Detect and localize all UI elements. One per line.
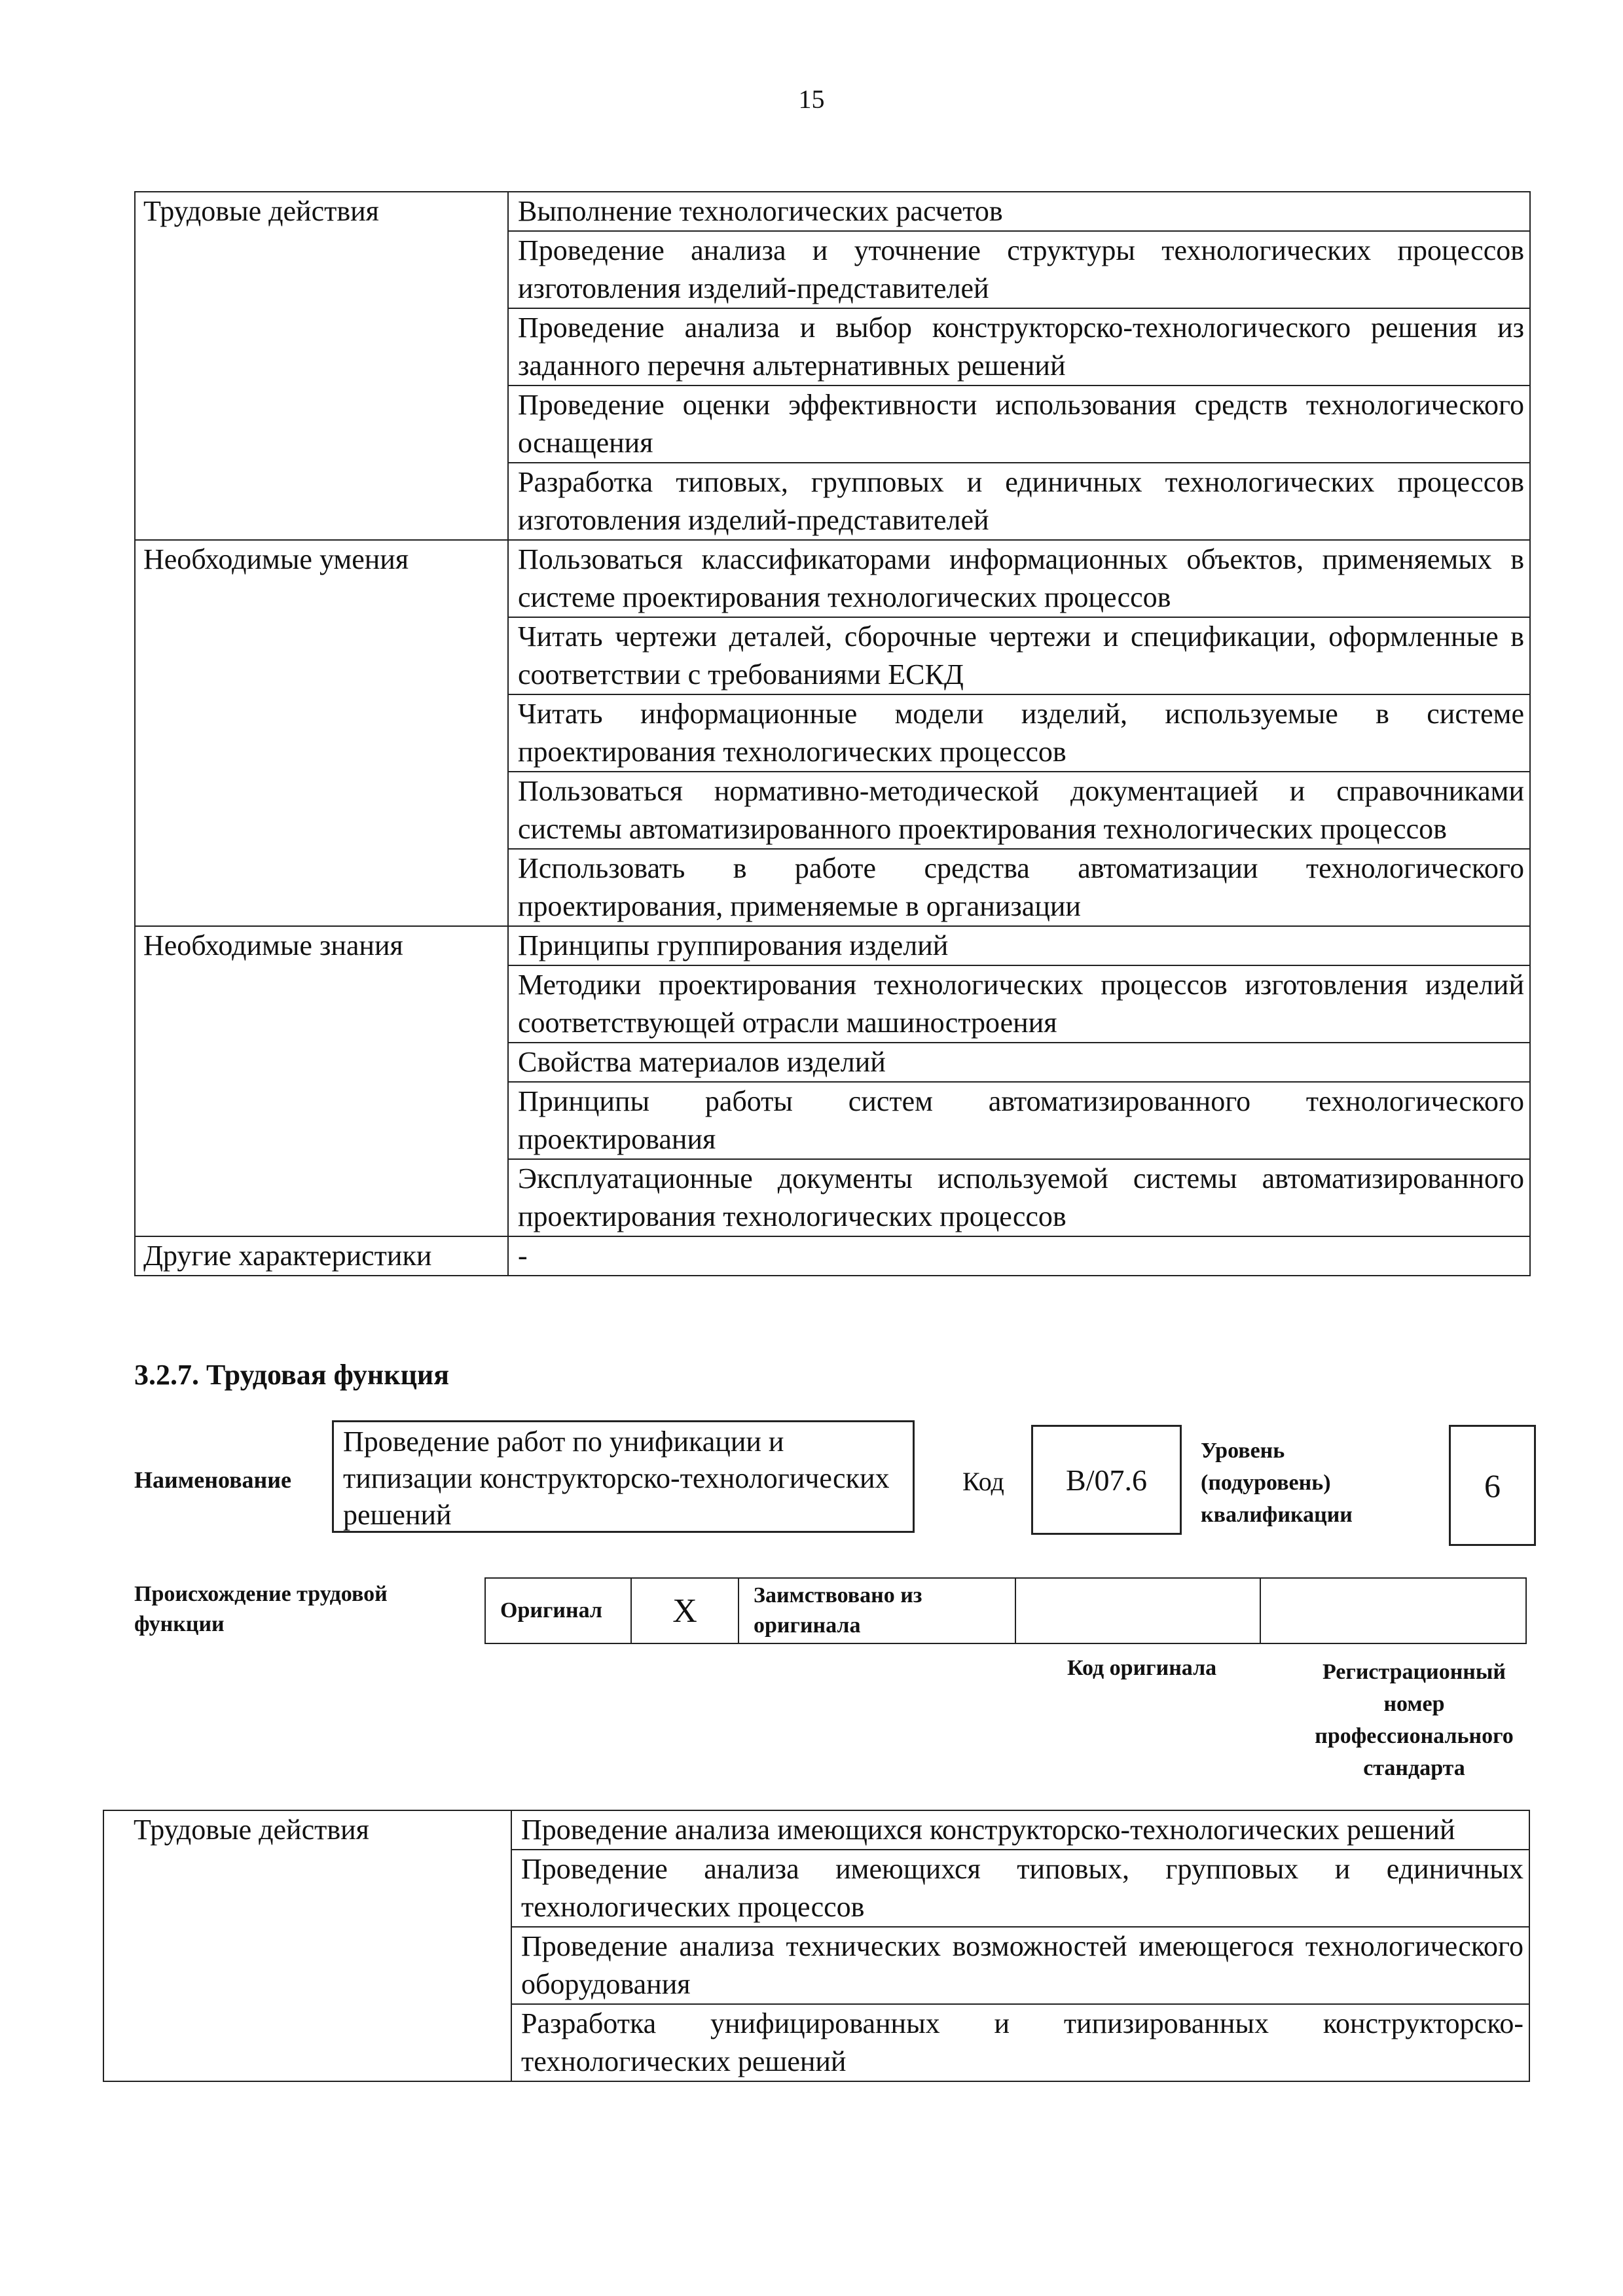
labor-action-item: Выполнение технологических расчетов (508, 192, 1530, 231)
required-skill-item: Читать информационные модели изделий, используемые в системе проектирования технологических процессов (508, 694, 1530, 772)
required-knowledge-item: Принципы группирования изделий (508, 926, 1530, 965)
level-label-line: (подуровень) (1201, 1471, 1331, 1495)
required-skill-item: Пользоваться классификаторами информационных объектов, применяемых в системе проектирования технологических процессов (508, 540, 1530, 617)
original-label: Оригинал (485, 1578, 631, 1643)
labor-action-item: Проведение анализа и выбор конструкторско-технологического решения из заданного перечня альтернативных решений (508, 308, 1530, 386)
reg-number-line: номер (1383, 1692, 1445, 1716)
registration-number-caption (1270, 1656, 1558, 1784)
labor-action-item: Разработка типовых, групповых и единичных технологических процессов изготовления изделий-представителей (508, 463, 1530, 540)
other-characteristics-value: - (508, 1236, 1530, 1276)
labor-action-item: Проведение оценки эффективности использования средств технологического оснащения (508, 386, 1530, 463)
labor-actions-table (103, 1810, 1530, 2082)
function-name-box: Проведение работ по унификации и типизации конструкторско-технологических решений (332, 1420, 915, 1533)
required-knowledge-item: Свойства материалов изделий (508, 1043, 1530, 1082)
level-label-line: квалификации (1201, 1503, 1353, 1527)
required-knowledge-item: Эксплуатационные документы используемой системы автоматизированного проектирования технологических процессов (508, 1159, 1530, 1236)
page-number: 15 (798, 84, 825, 114)
required-skills-label: Необходимые умения (135, 540, 508, 926)
origin-label-line: функции (134, 1612, 225, 1636)
required-skill-item: Использовать в работе средства автоматизации технологического проектирования, применяемые в организации (508, 849, 1530, 926)
required-knowledge-label: Необходимые знания (135, 926, 508, 1236)
origin-table (484, 1577, 1527, 1644)
other-characteristics-label: Другие характеристики (135, 1236, 508, 1276)
labor-action-item: Проведение анализа технических возможностей имеющегося технологического оборудования (511, 1927, 1529, 2004)
original-mark: X (631, 1578, 739, 1643)
qualification-level-label (1201, 1435, 1353, 1531)
labor-actions-label: Трудовые действия (135, 192, 508, 540)
required-knowledge-item: Методики проектирования технологических процессов изготовления изделий соответствующей отрасли машиностроения (508, 965, 1530, 1043)
code-original-caption: Код оригинала (1067, 1656, 1217, 1680)
registration-number-cell (1260, 1578, 1526, 1643)
qualification-level-box: 6 (1449, 1425, 1536, 1546)
reg-number-line: Регистрационный (1322, 1660, 1506, 1684)
origin-label-line: Происхождение трудовой (134, 1582, 388, 1606)
required-skill-item: Читать чертежи деталей, сборочные чертежи и спецификации, оформленные в соответствии с требованиями ЕСКД (508, 617, 1530, 694)
name-label: Наименование (134, 1467, 291, 1493)
required-skill-item: Пользоваться нормативно-методической документацией и справочниками системы автоматизированного проектирования технологических процессов (508, 772, 1530, 849)
level-label-line: Уровень (1201, 1439, 1285, 1463)
code-box: B/07.6 (1031, 1425, 1182, 1535)
original-code-cell (1015, 1578, 1260, 1643)
labor-action-item: Разработка унифицированных и типизированных конструкторско-технологических решений (511, 2004, 1529, 2081)
labor-action-item: Проведение анализа имеющихся типовых, групповых и единичных технологических процессов (511, 1850, 1529, 1927)
code-label: Код (962, 1467, 1004, 1496)
borrowed-label-line: Заимствовано из (754, 1583, 922, 1607)
labor-action-item: Проведение анализа и уточнение структуры технологических процессов изготовления изделий-представителей (508, 231, 1530, 308)
labor-function-table-previous (134, 191, 1531, 1276)
reg-number-line: профессионального (1315, 1724, 1514, 1748)
labor-action-item: Проведение анализа имеющихся конструкторско-технологических решений (511, 1810, 1529, 1850)
borrowed-label-line: оригинала (754, 1613, 861, 1638)
labor-actions-label: Трудовые действия (103, 1810, 511, 2081)
reg-number-line: стандарта (1363, 1756, 1465, 1780)
origin-label (134, 1579, 388, 1640)
section-title: 3.2.7. Трудовая функция (134, 1359, 450, 1391)
required-knowledge-item: Принципы работы систем автоматизированного технологического проектирования (508, 1082, 1530, 1159)
borrowed-label (739, 1578, 1015, 1643)
